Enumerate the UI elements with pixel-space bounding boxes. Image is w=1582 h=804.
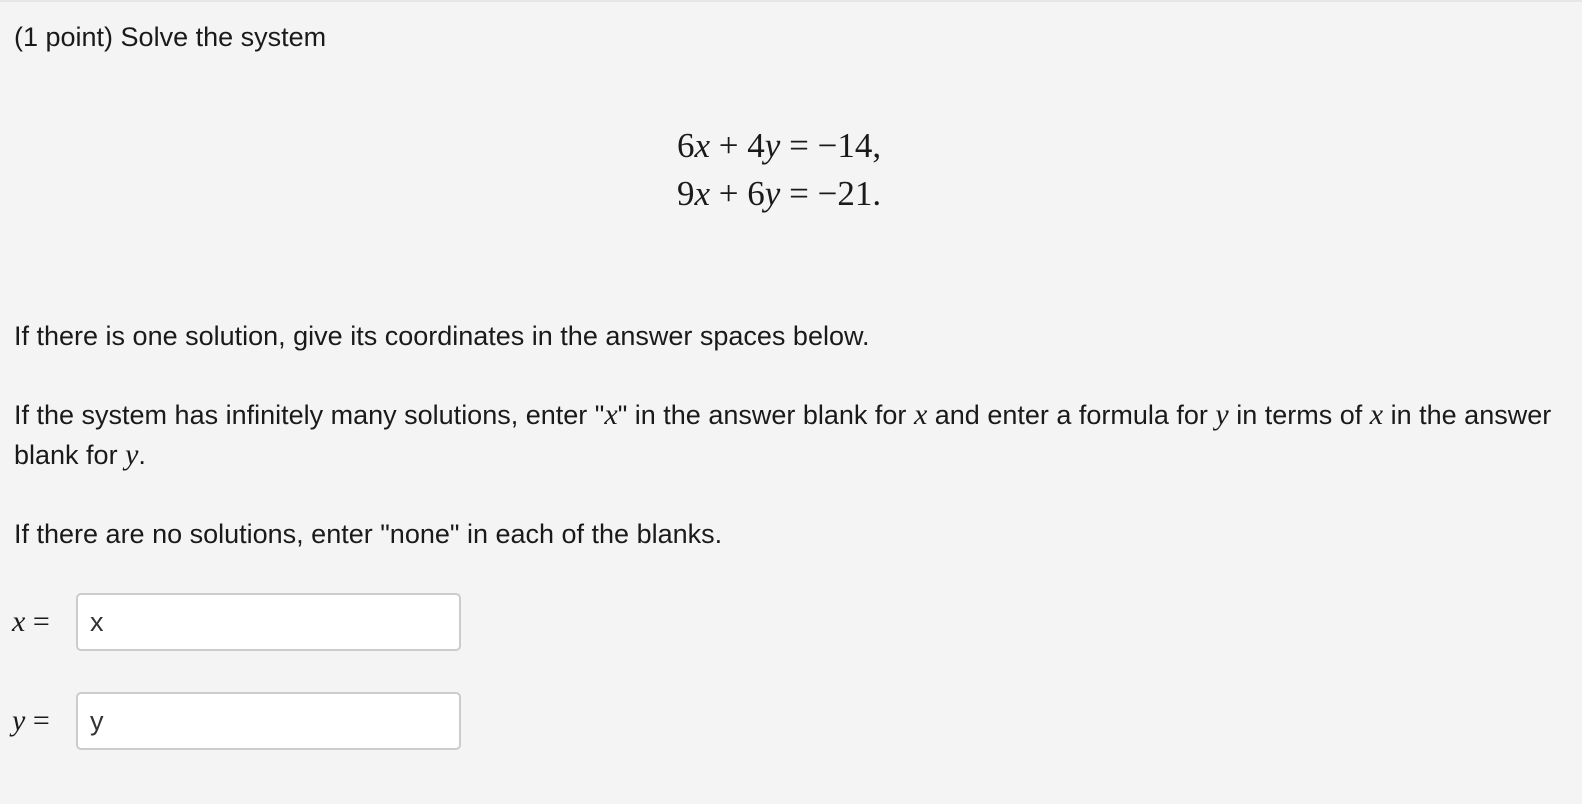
infinite-text-5: in the answer blank for	[14, 400, 1552, 470]
answer-y-label-var: y	[12, 704, 26, 737]
eq2-equals: =	[789, 174, 809, 213]
infinite-var-x-blank: x	[913, 398, 928, 431]
eq2-rhs: −21	[817, 174, 873, 213]
infinite-text-4: in terms of	[1228, 400, 1370, 430]
equation-system	[677, 122, 881, 218]
answer-y-input[interactable]	[76, 692, 461, 750]
infinite-var-y-formula: y	[1215, 398, 1229, 431]
answer-x-label-eq: =	[25, 605, 50, 638]
problem-header: (1 point) Solve the system	[14, 22, 327, 52]
infinite-text-1: If the system has infinitely many solutions, enter "	[14, 400, 605, 430]
eq1-end: ,	[872, 126, 882, 165]
infinite-var-x-terms: x	[1369, 398, 1384, 431]
infinite-text-2: " in the answer blank for	[617, 400, 914, 430]
answer-y-label-eq: =	[25, 704, 50, 737]
top-divider	[0, 0, 1582, 2]
eq1-var-y: y	[764, 126, 781, 165]
eq2-end: .	[872, 174, 882, 213]
answer-x-label	[12, 593, 50, 651]
eq1-rhs: −14	[817, 126, 873, 165]
infinite-var-y-blank: y	[125, 438, 139, 471]
eq1-equals: =	[789, 126, 809, 165]
equation-2	[677, 170, 881, 218]
infinite-text-6: .	[138, 440, 146, 470]
answer-y-label	[12, 692, 50, 750]
eq2-plus: +	[718, 174, 739, 213]
infinite-text-3: and enter a formula for	[927, 400, 1216, 430]
instruction-infinite-solutions	[14, 395, 1554, 475]
eq1-var-x: x	[694, 126, 711, 165]
answer-x-label-var: x	[12, 605, 26, 638]
eq2-coef-y: 6	[747, 174, 765, 213]
eq1-coef-x: 6	[677, 126, 695, 165]
instruction-no-solution: If there are no solutions, enter "none" in each of the blanks.	[14, 519, 723, 549]
infinite-var-x-quoted: x	[604, 398, 618, 431]
instruction-one-solution: If there is one solution, give its coordinates in the answer spaces below.	[14, 321, 870, 351]
eq1-plus: +	[718, 126, 739, 165]
eq1-coef-y: 4	[747, 126, 765, 165]
eq2-var-x: x	[694, 174, 711, 213]
eq2-var-y: y	[764, 174, 781, 213]
eq2-coef-x: 9	[677, 174, 695, 213]
answer-x-input[interactable]	[76, 593, 461, 651]
equation-1	[677, 122, 881, 170]
